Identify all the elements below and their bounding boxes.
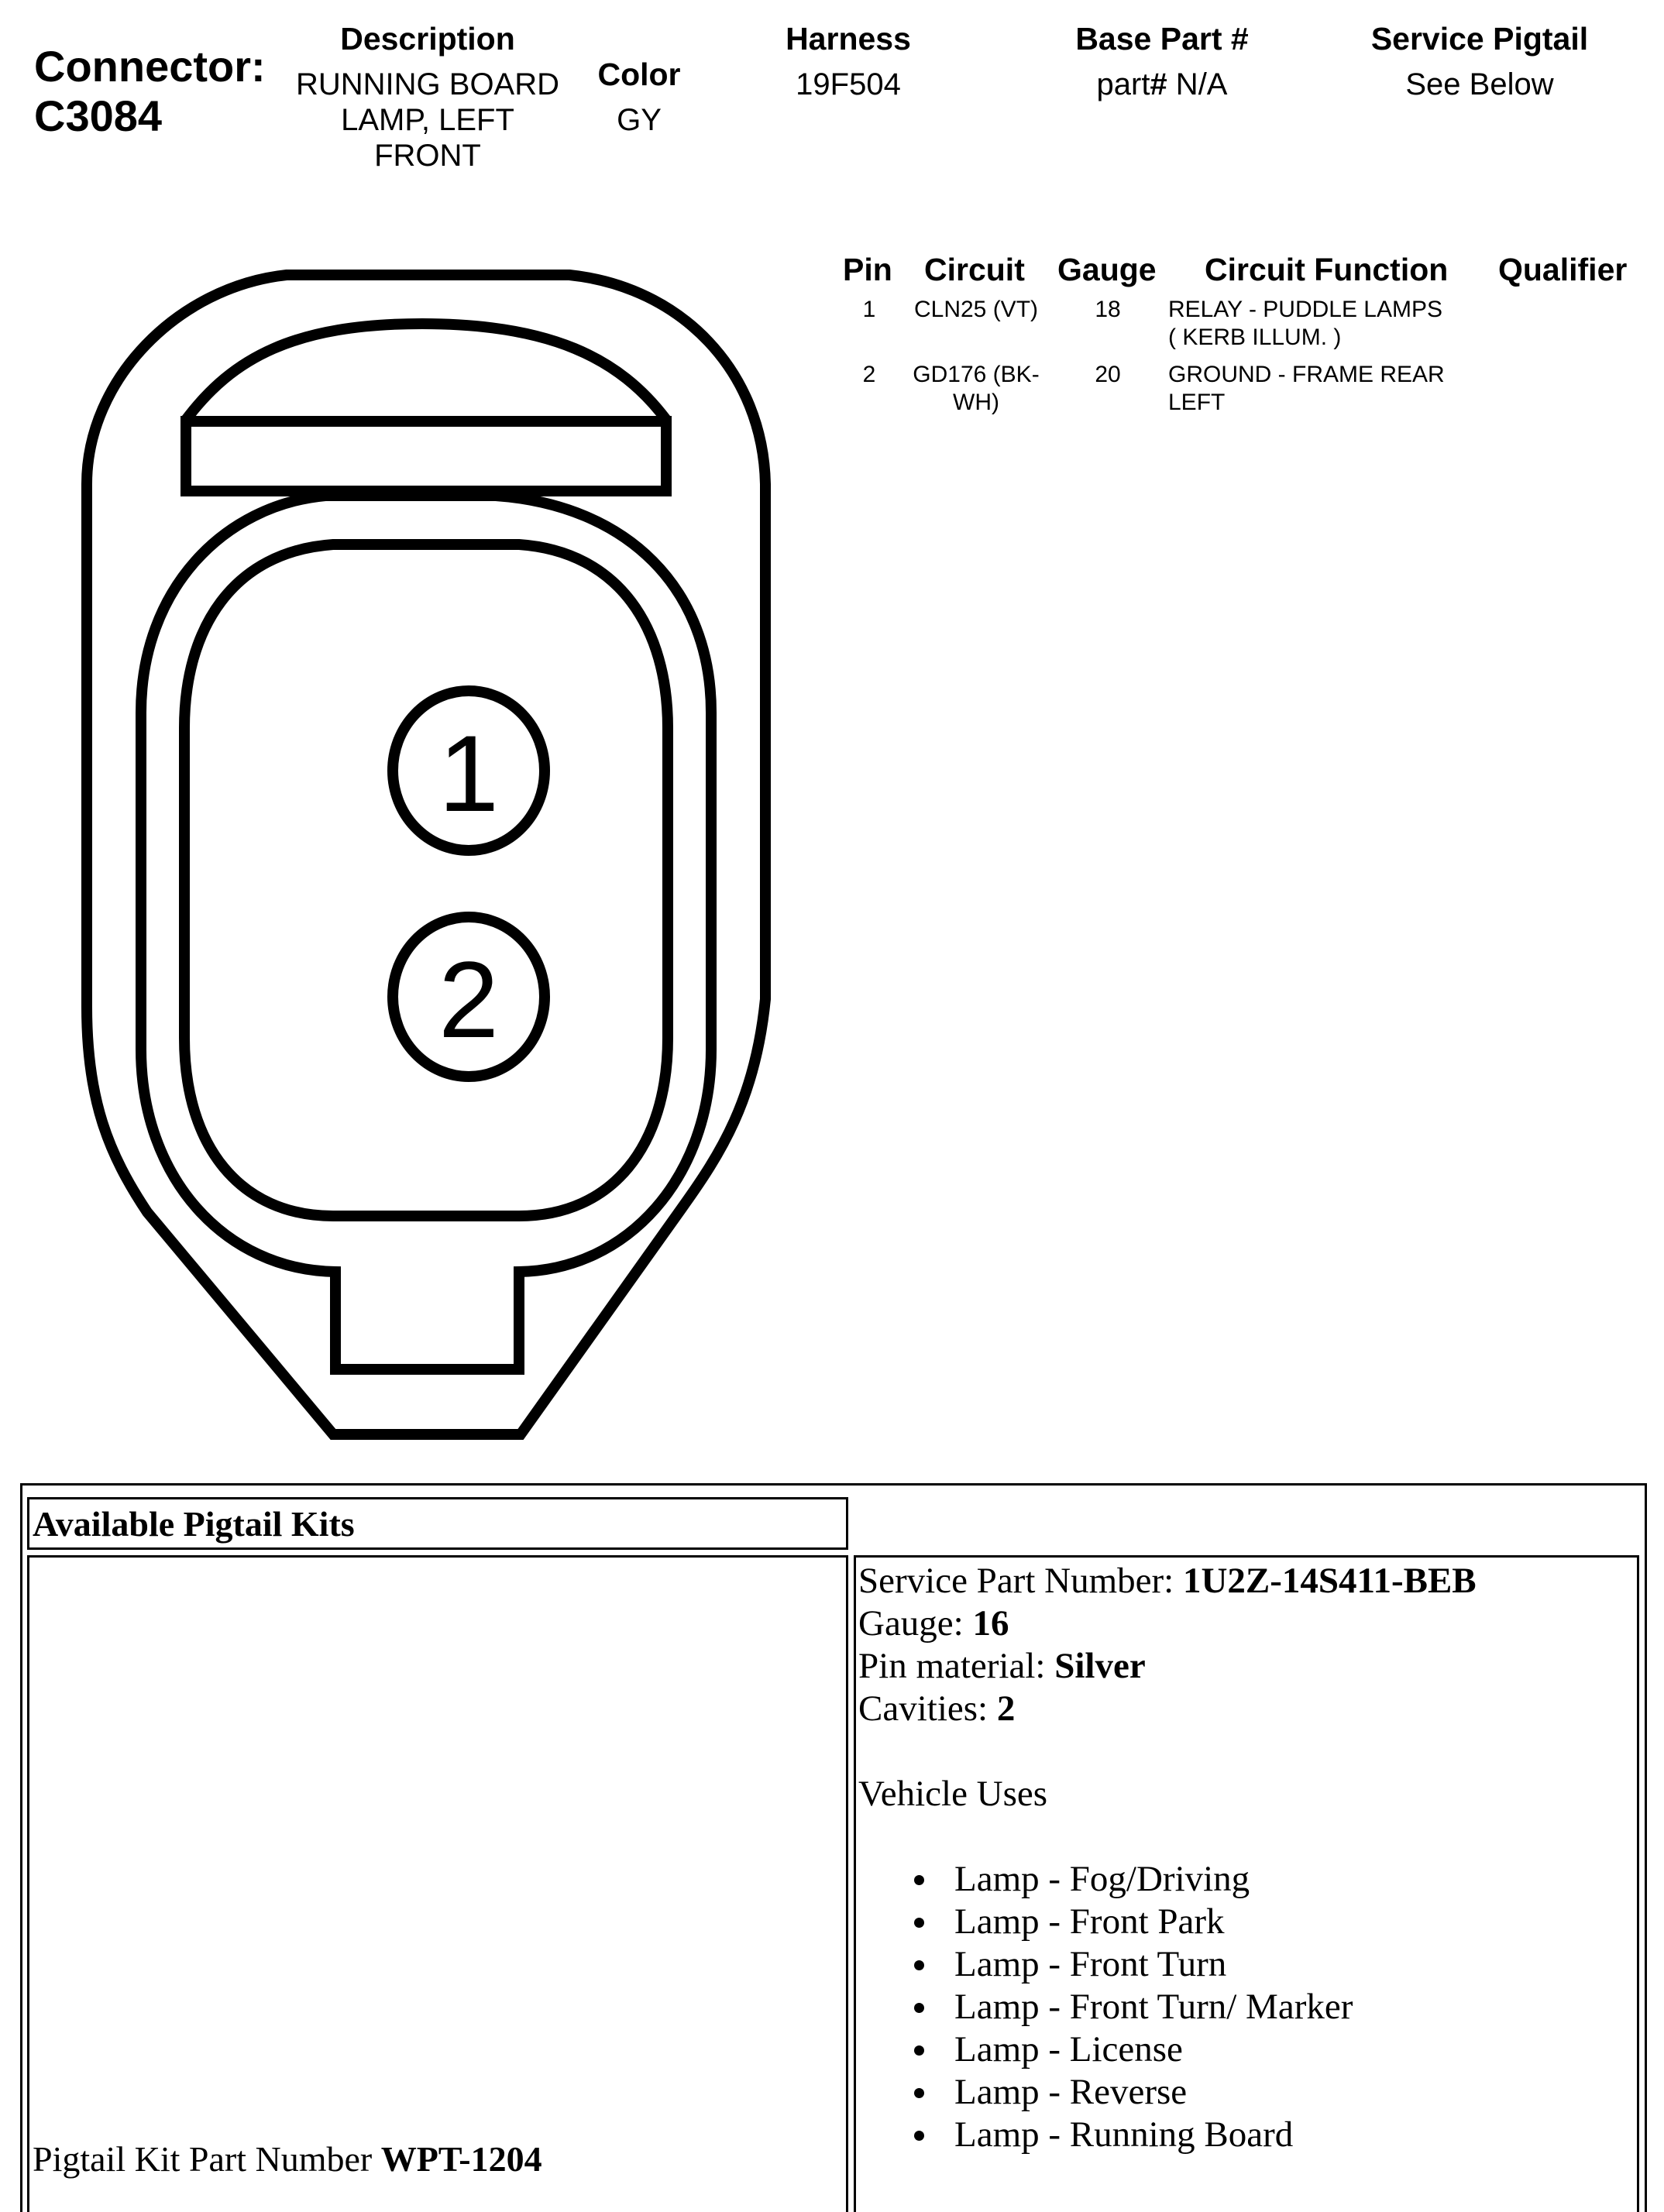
row-2-circuit-line-1: GD176 (BK- — [913, 362, 1040, 387]
base-part-prefix: part — [1096, 67, 1150, 101]
kit-part-label: Pigtail Kit Part Number — [33, 2139, 381, 2179]
latch-dome — [186, 324, 666, 420]
vehicle-use-text: Lamp - Reverse — [954, 2072, 1188, 2112]
pin-material-line — [858, 1645, 1633, 1688]
base-part-value — [1030, 67, 1294, 102]
latch-bar — [186, 421, 666, 491]
vehicle-use-text: Lamp - License — [954, 2029, 1183, 2069]
row-1-gauge: 18 — [1095, 297, 1121, 322]
gauge-header: Gauge — [1057, 252, 1157, 287]
description-line-3: FRONT — [374, 139, 481, 173]
cavities-label: Cavities: — [858, 1688, 997, 1729]
cavities-line — [858, 1688, 1633, 1730]
gauge-label: Gauge: — [858, 1603, 973, 1644]
service-pigtail-header: Service Pigtail — [1370, 21, 1589, 57]
bullet-icon — [914, 2131, 924, 2141]
base-part-header: Base Part # — [1075, 21, 1249, 57]
row-2-circuit-line-2: WH) — [953, 390, 999, 415]
harness-value: 19F504 — [796, 67, 901, 101]
row-1-pin: 1 — [862, 297, 876, 322]
row-2-gauge: 20 — [1095, 362, 1121, 387]
pin-material-value: Silver — [1054, 1646, 1146, 1686]
base-part-hash: # — [1150, 67, 1167, 101]
base-part-na: N/A — [1167, 67, 1228, 101]
row-2-function-line-2: LEFT — [1168, 390, 1226, 415]
vehicle-use-text: Lamp - Front Park — [954, 1901, 1225, 1942]
circuit-function-header: Circuit Function — [1205, 252, 1449, 287]
row-2-function-line-1: GROUND - FRAME REAR — [1168, 362, 1445, 387]
pin-header: Pin — [843, 252, 892, 287]
color-value: GY — [617, 103, 662, 137]
list-item — [858, 1986, 1633, 2028]
color-header: Color — [597, 57, 681, 92]
list-item — [858, 2071, 1633, 2114]
connector-face-diagram — [0, 0, 821, 1472]
vehicle-use-text: Lamp - Front Turn — [954, 1944, 1227, 1984]
bullet-icon — [914, 2045, 924, 2056]
row-1-function-line-2: ( KERB ILLUM. ) — [1168, 325, 1342, 350]
vehicle-uses-title: Vehicle Uses — [858, 1774, 1048, 1814]
description-header: Description — [340, 21, 515, 57]
pin-material-label: Pin material: — [858, 1646, 1055, 1686]
kit-part-value: WPT-1204 — [380, 2139, 542, 2179]
pin-2-label: 2 — [438, 939, 499, 1060]
row-1-circuit-line-1: CLN25 (VT) — [913, 297, 1039, 322]
list-item — [858, 2028, 1633, 2071]
list-item — [858, 1858, 1633, 1901]
bullet-icon — [914, 2003, 924, 2013]
service-part-label: Service Part Number: — [858, 1561, 1183, 1601]
bullet-icon — [914, 2088, 924, 2098]
circuit-header: Circuit — [924, 252, 1025, 287]
cavities-value: 2 — [996, 1688, 1016, 1729]
description-line-1: RUNNING BOARD — [295, 67, 560, 101]
row-2-circuit — [899, 361, 1054, 417]
connector-id: C3084 — [34, 91, 163, 140]
row-1-function — [1168, 296, 1494, 352]
vehicle-use-text: Lamp - Fog/Driving — [954, 1859, 1250, 1899]
gauge-line — [858, 1602, 1633, 1645]
row-1-circuit — [899, 296, 1054, 324]
pin-cavity — [184, 544, 668, 1216]
vehicle-use-text: Lamp - Running Board — [954, 2114, 1294, 2155]
harness-header: Harness — [786, 21, 911, 57]
row-2-pin: 2 — [862, 362, 876, 387]
pigtail-kit-part — [33, 2138, 542, 2181]
list-item — [858, 1943, 1633, 1986]
pigtail-section-title: Available Pigtail Kits — [33, 1504, 355, 1544]
row-2-function — [1168, 361, 1494, 417]
bullet-icon — [914, 1960, 924, 1970]
vehicle-use-text: Lamp - Front Turn/ Marker — [954, 1987, 1353, 2027]
service-part-value: 1U2Z-14S411-BEB — [1182, 1561, 1477, 1601]
service-pigtail-value: See Below — [1405, 67, 1554, 101]
bullet-icon — [914, 1918, 924, 1928]
pin-1-label: 1 — [438, 713, 499, 834]
description-line-2: LAMP, LEFT — [341, 103, 514, 137]
qualifier-header: Qualifier — [1498, 252, 1628, 287]
list-item — [858, 1901, 1633, 1943]
pigtail-specs — [858, 1560, 1633, 2156]
row-1-function-line-1: RELAY - PUDDLE LAMPS — [1168, 297, 1443, 322]
list-item — [858, 2114, 1633, 2156]
vehicle-uses-list — [858, 1858, 1633, 2156]
gauge-value: 16 — [972, 1603, 1009, 1644]
service-part-line — [858, 1560, 1633, 1602]
bullet-icon — [914, 1875, 924, 1885]
connector-label: Connector: — [34, 42, 266, 91]
pigtail-kit-cell — [27, 1555, 848, 2212]
